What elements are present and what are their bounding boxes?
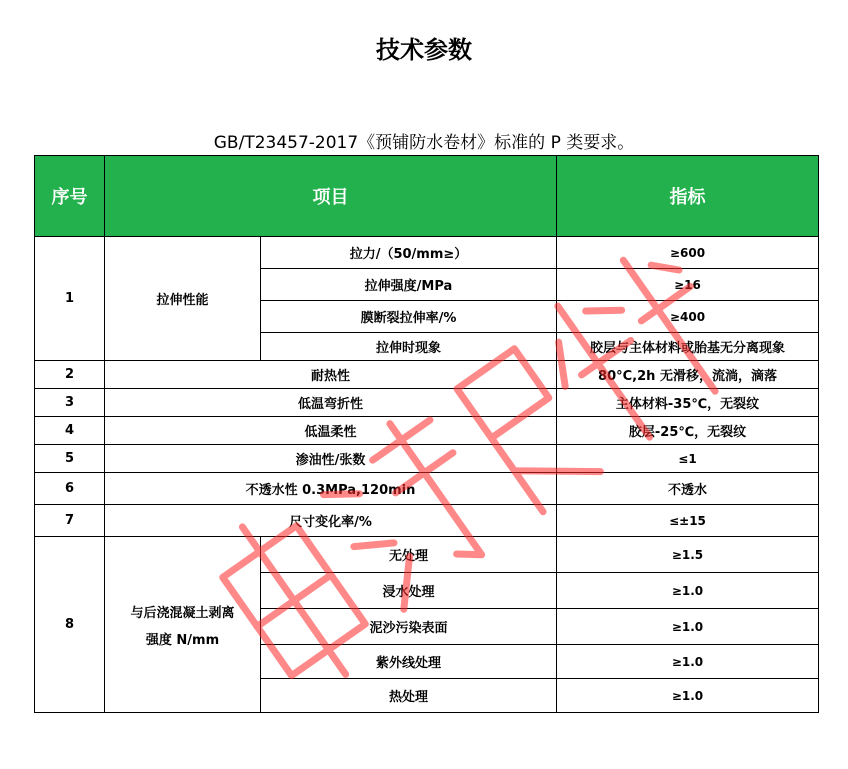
sub-item: 浸水处理 [261, 573, 557, 609]
row-value: 不透水 [557, 473, 819, 505]
row-group-label [105, 537, 261, 713]
sub-value: ≥1.0 [557, 645, 819, 679]
header-item: 项目 [105, 156, 557, 237]
group-label-line: 与后浇混凝土剥离 [130, 605, 235, 621]
row-number: 7 [35, 505, 105, 537]
table-row [35, 505, 819, 537]
sub-value: ≥16 [557, 269, 819, 301]
table-row [35, 361, 819, 389]
row-value: 胶层-25℃，无裂纹 [557, 417, 819, 445]
row-value: 主体材料-35℃，无裂纹 [557, 389, 819, 417]
row-number: 6 [35, 473, 105, 505]
row-number: 5 [35, 445, 105, 473]
sub-value: 胶层与主体材料或胎基无分离现象 [557, 333, 819, 361]
standard-subtitle: GB/T23457-2017《预铺防水卷材》标准的 P 类要求。 [213, 133, 635, 153]
spec-table [34, 155, 819, 713]
row-number: 3 [35, 389, 105, 417]
sub-value: ≥600 [557, 237, 819, 269]
row-item: 渗油性/张数 [105, 445, 557, 473]
sub-item: 拉伸时现象 [261, 333, 557, 361]
sub-item: 膜断裂拉伸率/% [261, 301, 557, 333]
row-number: 1 [35, 237, 105, 361]
row-group-label: 拉伸性能 [105, 237, 261, 361]
sub-item: 拉伸强度/MPa [261, 269, 557, 301]
row-number: 4 [35, 417, 105, 445]
sub-value: ≥400 [557, 301, 819, 333]
sub-item: 热处理 [261, 679, 557, 713]
row-item: 低温弯折性 [105, 389, 557, 417]
table-row [35, 237, 819, 269]
table-row [35, 417, 819, 445]
row-item: 耐热性 [105, 361, 557, 389]
row-value: ≤±15 [557, 505, 819, 537]
row-value: ≤1 [557, 445, 819, 473]
header-value: 指标 [557, 156, 819, 237]
row-value: 80°C,2h 无滑移，流淌，滴落 [557, 361, 819, 389]
header-no: 序号 [35, 156, 105, 237]
table-row [35, 473, 819, 505]
sub-item: 紫外线处理 [261, 645, 557, 679]
row-item: 不透水性 0.3MPa,120min [105, 473, 557, 505]
table-row [35, 445, 819, 473]
sub-value: ≥1.5 [557, 537, 819, 573]
sub-item: 无处理 [261, 537, 557, 573]
sub-value: ≥1.0 [557, 679, 819, 713]
table-row [35, 537, 819, 573]
group-label-line: 强度 N/mm [145, 632, 220, 648]
row-number: 8 [35, 537, 105, 713]
table-row [35, 389, 819, 417]
row-item: 尺寸变化率/% [105, 505, 557, 537]
row-number: 2 [35, 361, 105, 389]
sub-value: ≥1.0 [557, 609, 819, 645]
sub-item: 拉力/（50/mm≥） [261, 237, 557, 269]
table-header-row [35, 156, 819, 237]
page-title: 技术参数 [376, 35, 472, 64]
sub-value: ≥1.0 [557, 573, 819, 609]
sub-item: 泥沙污染表面 [261, 609, 557, 645]
row-item: 低温柔性 [105, 417, 557, 445]
